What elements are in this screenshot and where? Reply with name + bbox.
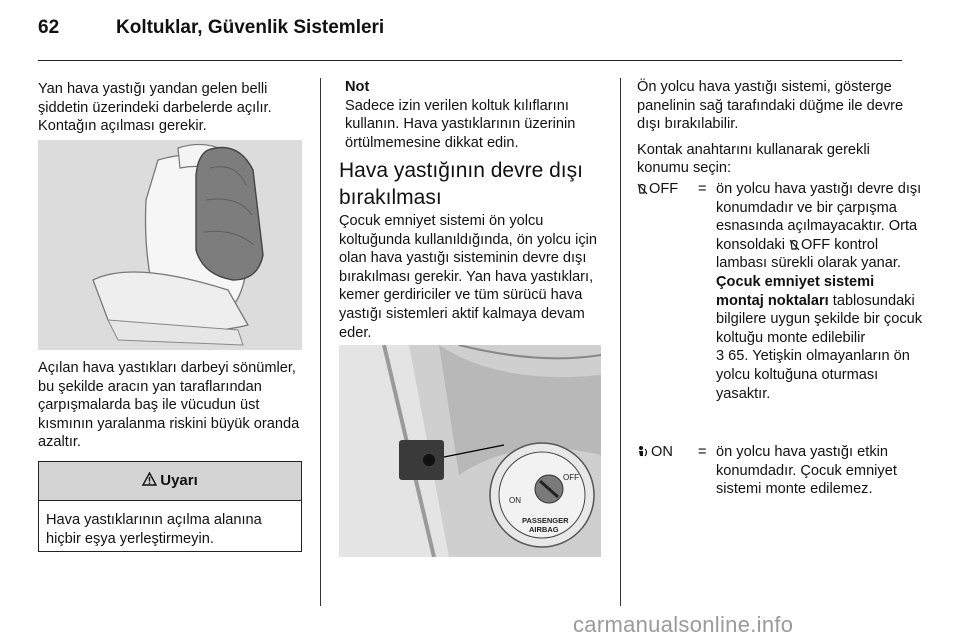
child-seat-table-link[interactable]: Çocuk emniyet sistemi montaj noktaları (716, 273, 875, 309)
header-rule (38, 60, 902, 61)
column-1 (38, 80, 303, 136)
column-3 (637, 78, 912, 178)
switch-label-passenger: PASSENGER (522, 516, 569, 525)
select-position-paragraph: Kontak anahtarını kullanarak gerekli konumu seçin: (637, 141, 870, 177)
section-heading: Hava yastığının devre dışı bırakılması (339, 159, 583, 209)
column-divider-1 (320, 78, 321, 606)
switch-label-off: OFF (563, 473, 579, 482)
airbag-off-lamp-icon (789, 236, 801, 255)
mode-off-description: ön yolcu hava yastığı devre dışı konumdadır ve bir çarpışma esnasında açılmayacaktır. Orta konsoldaki OFF kontrol lambası sürekli olarak yanar. Çocuk emniyet sistemi montaj noktaları tablosundaki bilgilere uygun şekilde bir çocuk koltuğu monte edilebilir 3 65. Yetişkin olmayanların ön yolcu koltuğuna oturması yasaktır. (716, 181, 923, 402)
watermark: carmanualsonline.info (573, 612, 794, 637)
mode-on-equals: = (698, 444, 707, 460)
deactivation-paragraph-block (339, 212, 604, 342)
page-number: 62 (38, 17, 60, 38)
switch-intro-paragraph: Ön yolcu hava yastığı sistemi, gösterge panelinin sağ tarafındaki düğme ile devre dışı bırakılabilir. (637, 79, 904, 133)
mode-on-row (637, 443, 927, 523)
mode-off-equals: = (698, 181, 707, 197)
note-block (345, 78, 605, 152)
page-reference[interactable]: 3 65 (716, 348, 745, 365)
airbag-on-icon (637, 443, 651, 462)
mode-off-row (637, 180, 927, 450)
mode-on-description: ön yolcu hava yastığı etkin konumdadır. Çocuk emniyet sistemi monte edilemez. (716, 444, 897, 498)
warning-box (38, 461, 302, 552)
airbag-off-icon (637, 180, 649, 199)
warning-triangle-icon (142, 462, 157, 500)
note-title: Not (345, 79, 370, 95)
mode-off-key: OFF (637, 180, 697, 199)
note-text: Sadece izin verilen koltuk kılıflarını kullanın. Hava yastıklarının üzerinin örtülmemesine dikkat edin. (345, 97, 576, 151)
seat-side-airbag-illustration (38, 140, 302, 350)
page-title: Koltuklar, Güvenlik Sistemleri (116, 17, 385, 38)
warning-title: Uyarı (160, 472, 198, 489)
side-airbag-paragraph: Yan hava yastığı yandan gelen belli şiddetin üzerindeki darbelerde açılır. Kontağın açılması gerekir. (38, 81, 272, 135)
column-1-lower (38, 359, 303, 452)
switch-label-airbag: AIRBAG (529, 525, 559, 534)
warning-header (39, 462, 301, 501)
column-divider-2 (620, 78, 621, 606)
deactivation-paragraph: Çocuk emniyet sistemi ön yolcu koltuğunda kullanıldığında, ön yolcu için olan hava yastığı sisteminin devre dışı bırakılması gerekir. Yan hava yastıkları, kemer gerdiriciler ve tüm sürücü hava yastığı sistemleri aktif kalmaya devam eder. (339, 213, 597, 341)
airbag-switch-photo (339, 345, 601, 557)
mode-on-key: ON (637, 443, 697, 462)
airbag-effect-paragraph: Açılan hava yastıkları darbeyi sönümler, bu şekilde aracın yan taraflarından çarpışmalarda baş ile vücudun üst kısmının yaralanma riskini büyük oranda azaltır. (38, 360, 300, 451)
warning-text: Hava yastıklarının açılma alanına hiçbir eşya yerleştirmeyin. (46, 512, 262, 547)
switch-label-on: ON (509, 496, 521, 505)
